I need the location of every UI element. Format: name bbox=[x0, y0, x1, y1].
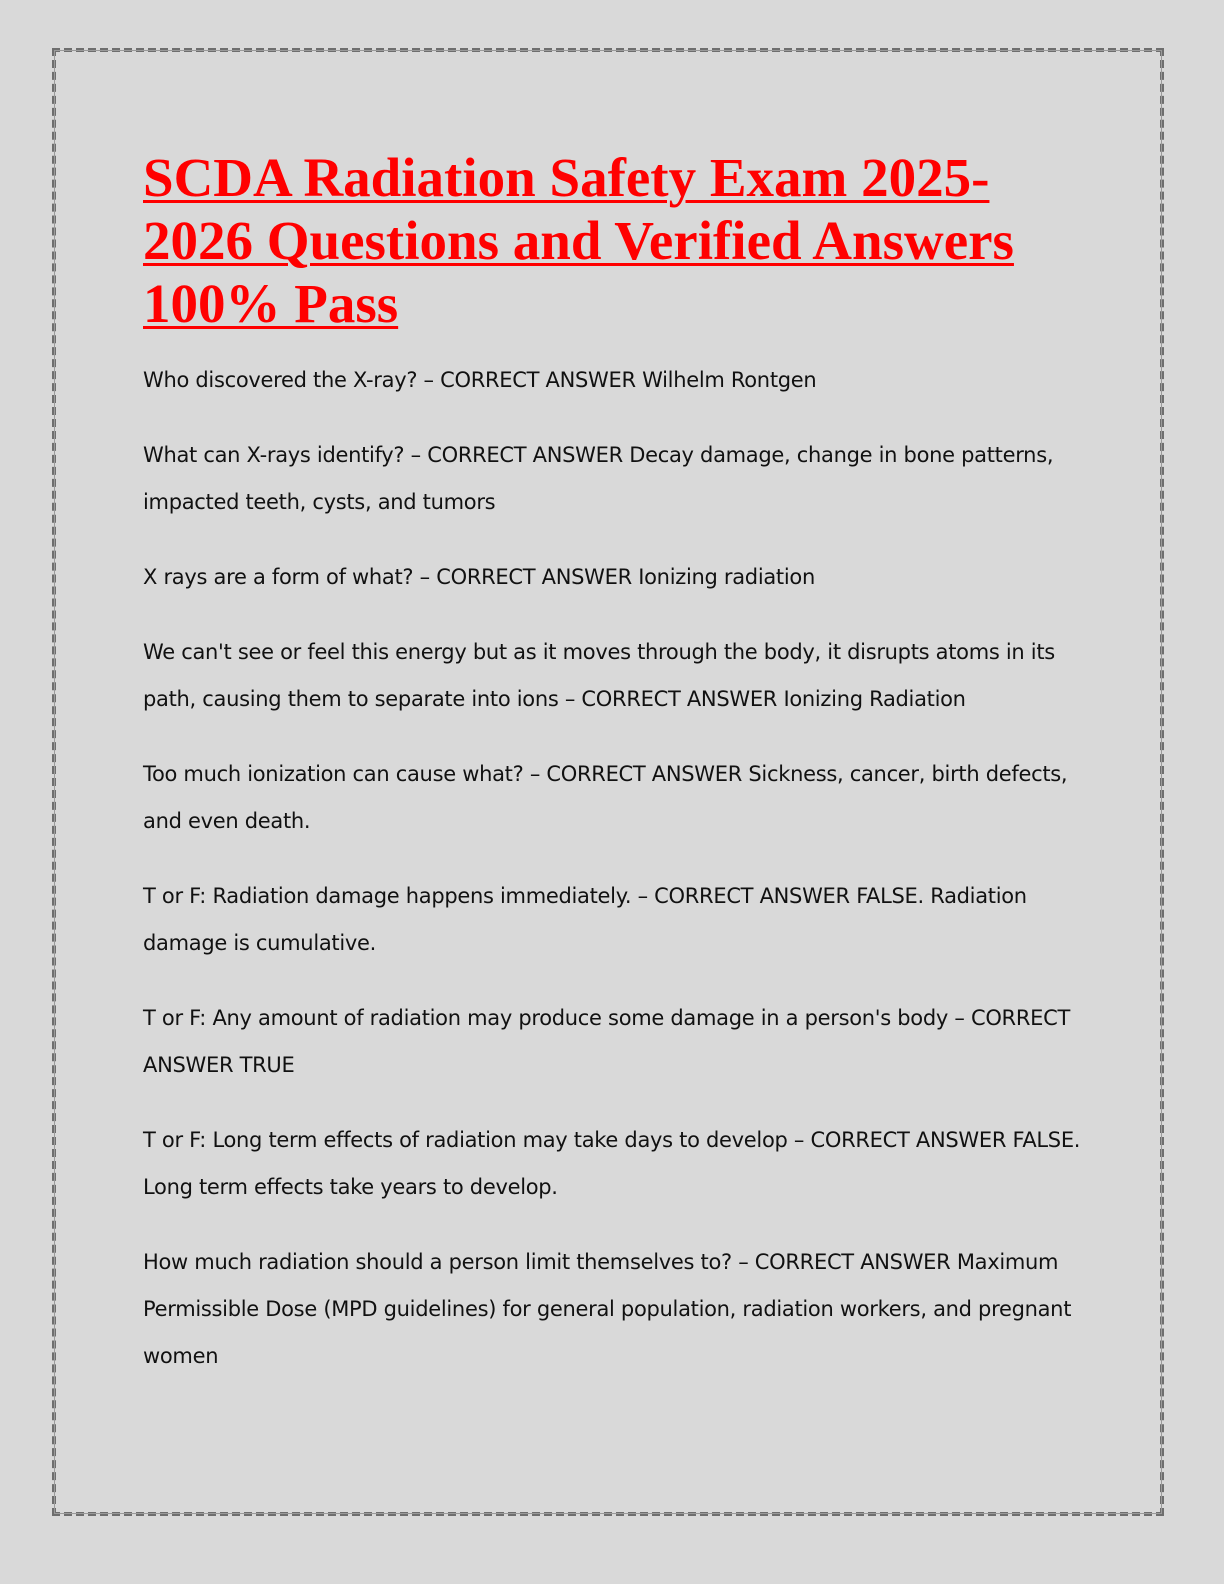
qa-item: T or F: Any amount of radiation may produce some damage in a person's body – CORRECT ANSWER TRUE bbox=[143, 1006, 1070, 1077]
qa-item: T or F: Long term effects of radiation may take days to develop – CORRECT ANSWER FALSE. Long term effects take years to develop. bbox=[143, 1128, 1081, 1199]
qa-item: Who discovered the X-ray? – CORRECT ANSWER Wilhelm Rontgen bbox=[143, 368, 817, 392]
document-title: SCDA Radiation Safety Exam 2025-2026 Questions and Verified Answers 100% Pass bbox=[143, 147, 1014, 334]
qa-item: X rays are a form of what? – CORRECT ANSWER Ionizing radiation bbox=[143, 565, 815, 589]
document-body bbox=[143, 146, 1083, 1408]
qa-item: Too much ionization can cause what? – CORRECT ANSWER Sickness, cancer, birth defects, and even death. bbox=[143, 762, 1068, 833]
qa-item: T or F: Radiation damage happens immediately. – CORRECT ANSWER FALSE. Radiation damage is cumulative. bbox=[143, 884, 1027, 955]
qa-item: We can't see or feel this energy but as it moves through the body, it disrupts atoms in its path, causing them to separate into ions – CORRECT ANSWER Ionizing Radiation bbox=[143, 640, 1055, 711]
qa-item: What can X-rays identify? – CORRECT ANSWER Decay damage, change in bone patterns, impacted teeth, cysts, and tumors bbox=[143, 443, 1054, 514]
qa-item: How much radiation should a person limit themselves to? – CORRECT ANSWER Maximum Permissible Dose (MPD guidelines) for general population, radiation workers, and pregnant women bbox=[143, 1250, 1072, 1368]
